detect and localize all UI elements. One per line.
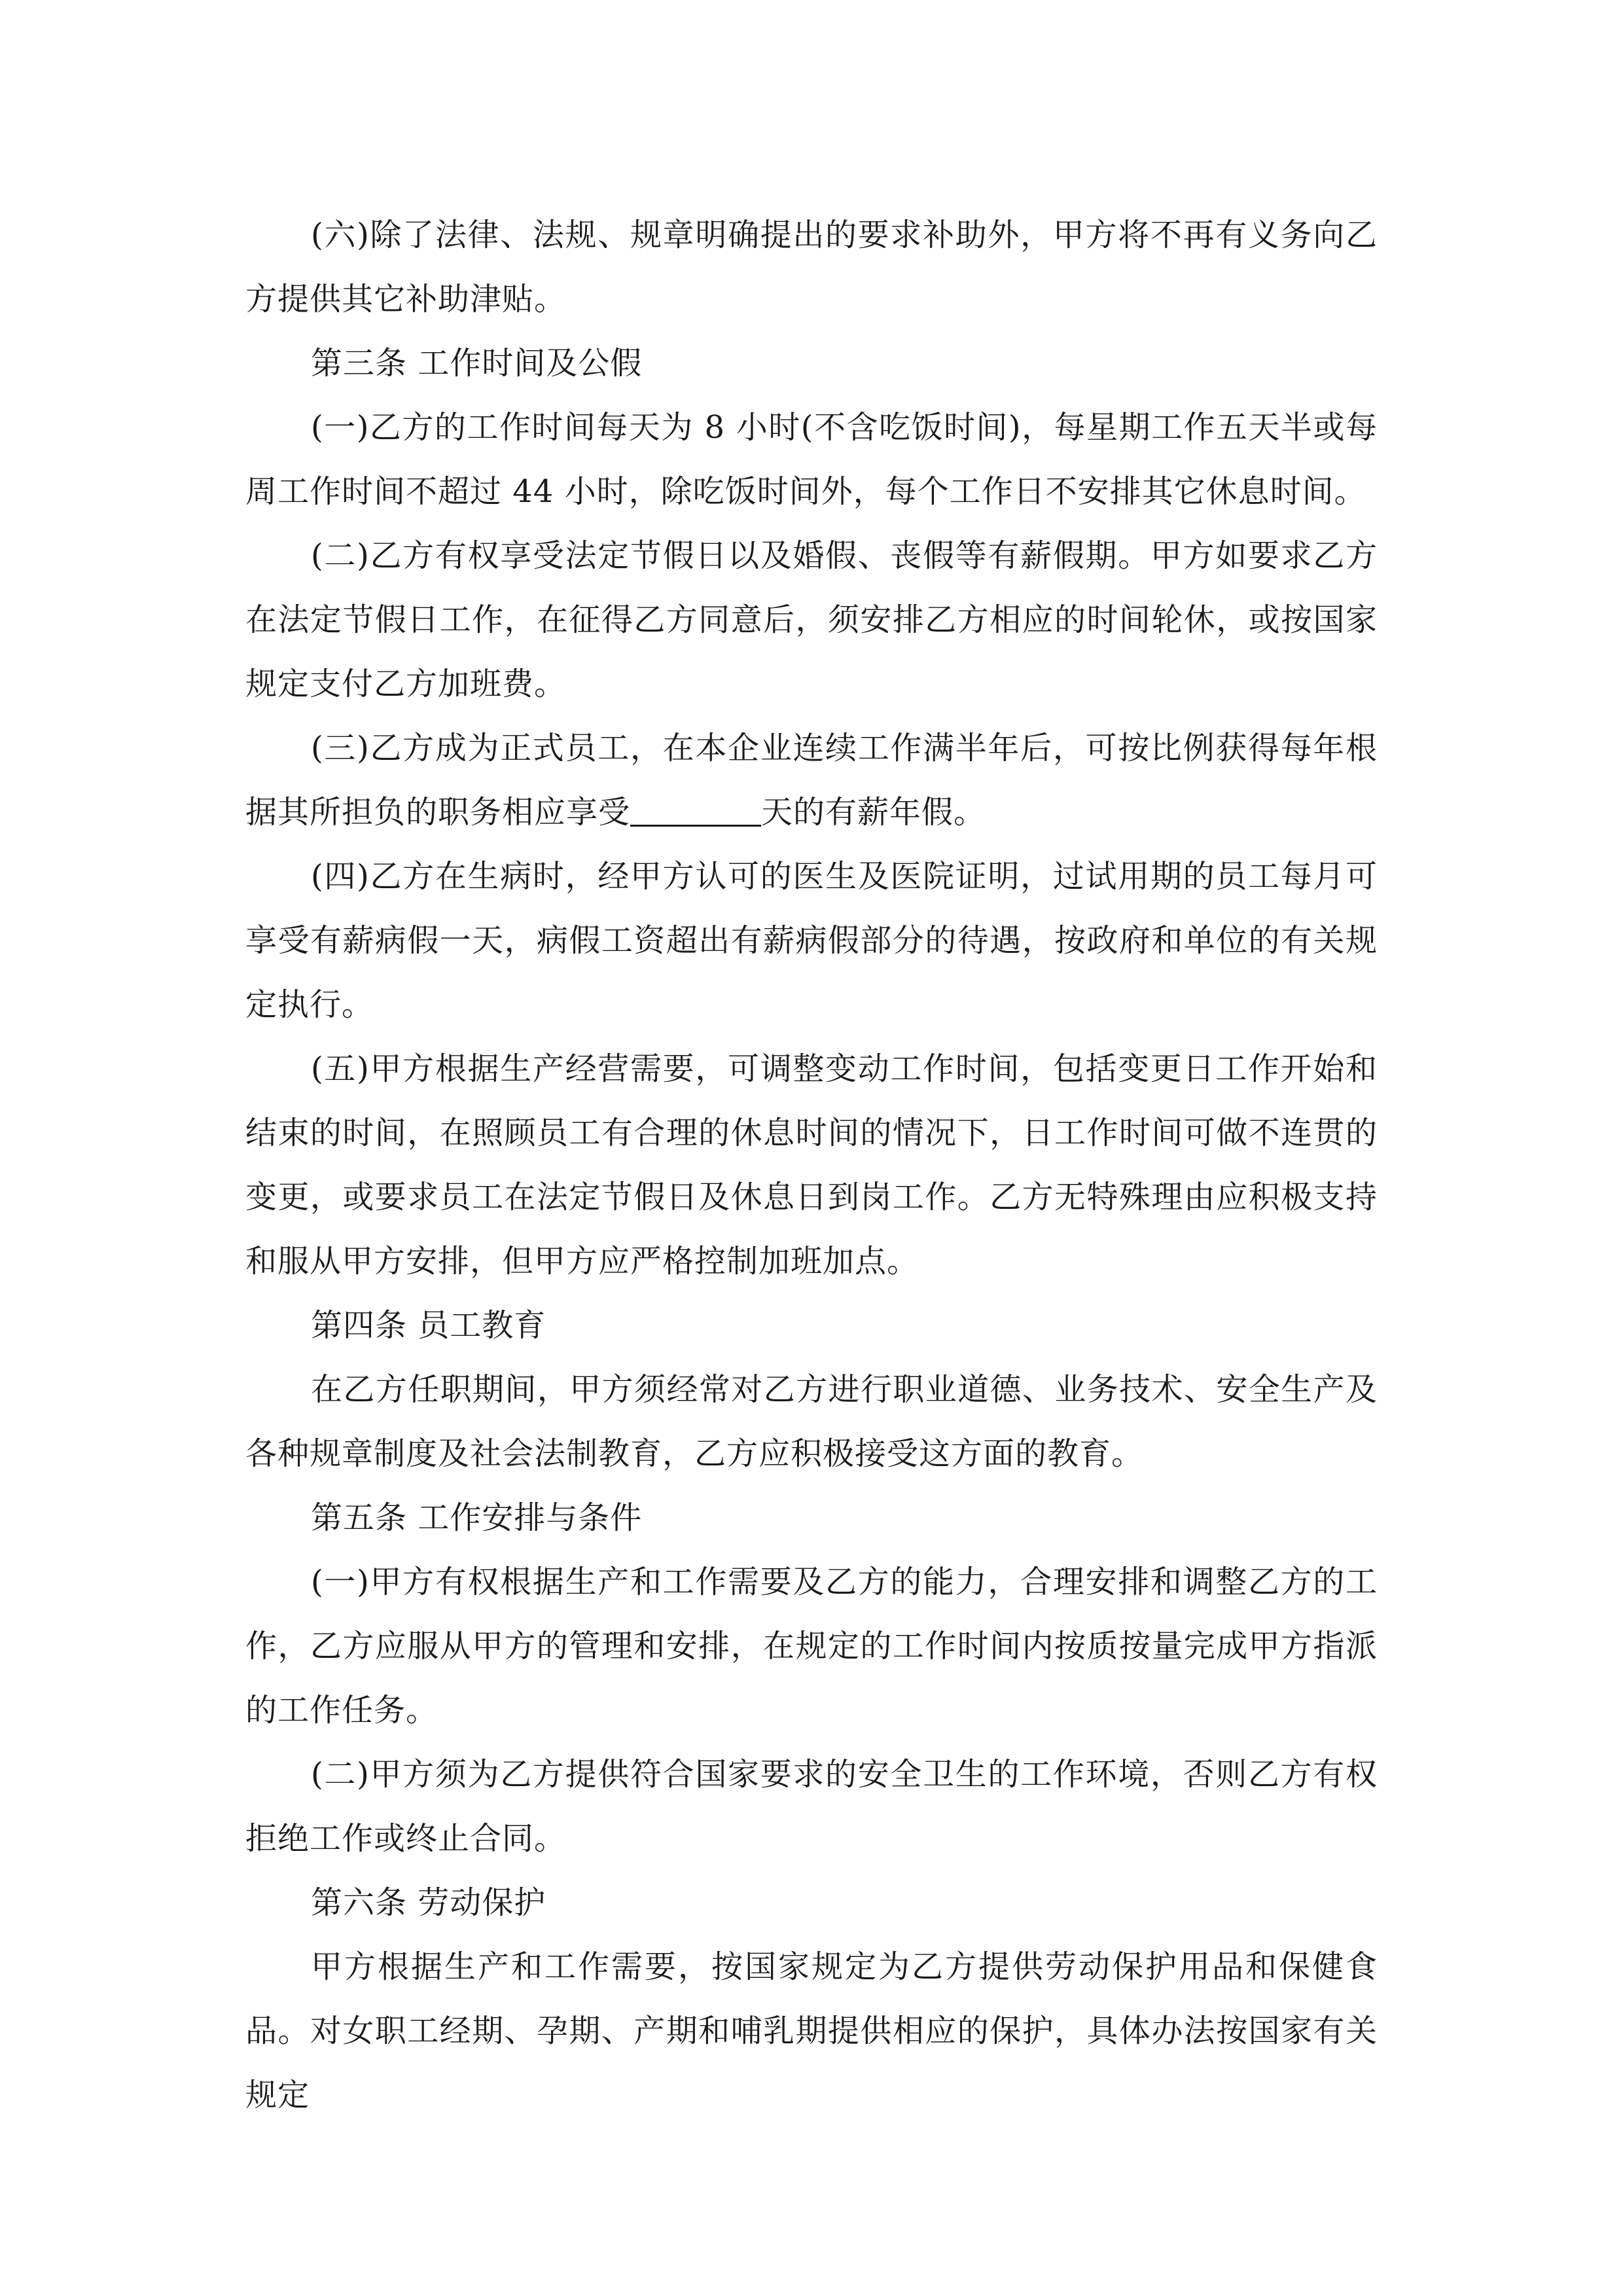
article-4-heading: 第四条 员工教育 xyxy=(311,1307,546,1344)
paragraph-clause-2-6: (六)除了法律、法规、规章明确提出的要求补助外，甲方将不再有义务向乙方提供其它补助津贴。 xyxy=(245,217,1378,317)
article-3-heading: 第三条 工作时间及公假 xyxy=(311,345,643,382)
paragraph-clause-3-4: (四)乙方在生病时，经甲方认可的医生及医院证明，过试用期的员工每月可享受有薪病假一天，病假工资超出有薪病假部分的待遇，按政府和单位的有关规定执行。 xyxy=(245,858,1378,1023)
article-6-heading: 第六条 劳动保护 xyxy=(311,1884,546,1921)
paragraph-clause-3-1: (一)乙方的工作时间每天为 8 小时(不含吃饭时间)，每星期工作五天半或每周工作时间不超过 44 小时，除吃饭时间外，每个工作日不安排其它休息时间。 xyxy=(245,409,1378,510)
clause-3-3-text-before-blank: (三)乙方成为正式员工，在本企业连续工作满半年后，可按比例获得每年根据其所担负的职务相应享受 xyxy=(245,730,1378,831)
paragraph-clause-5-2: (二)甲方须为乙方提供符合国家要求的安全卫生的工作环境，否则乙方有权拒绝工作或终止合同。 xyxy=(245,1756,1378,1857)
clause-3-3-text-after-blank: 天的有薪年假。 xyxy=(761,794,986,831)
paragraph-clause-3-2: (二)乙方有权享受法定节假日以及婚假、丧假等有薪假期。甲方如要求乙方在法定节假日工作，在征得乙方同意后，须安排乙方相应的时间轮休，或按国家规定支付乙方加班费。 xyxy=(245,537,1378,702)
paragraph-article-4-body: 在乙方任职期间，甲方须经常对乙方进行职业道德、业务技术、安全生产及各种规章制度及社会法制教育，乙方应积极接受这方面的教育。 xyxy=(245,1371,1378,1472)
document-body xyxy=(245,203,1378,2127)
paragraph-clause-3-5: (五)甲方根据生产经营需要，可调整变动工作时间，包括变更日工作开始和结束的时间，在照顾员工有合理的休息时间的情况下，日工作时间可做不连贯的变更，或要求员工在法定节假日及休息日到岗工作。乙方无特殊理由应积极支持和服从甲方安排，但甲方应严格控制加班加点。 xyxy=(245,1050,1378,1280)
paragraph-clause-5-1: (一)甲方有权根据生产和工作需要及乙方的能力，合理安排和调整乙方的工作，乙方应服从甲方的管理和安排，在规定的工作时间内按质按量完成甲方指派的工作任务。 xyxy=(245,1564,1378,1729)
fill-in-blank[interactable] xyxy=(630,792,761,827)
article-5-heading: 第五条 工作安排与条件 xyxy=(311,1499,643,1536)
paragraph-clause-3-3 xyxy=(245,716,1378,844)
paragraph-article-6-body: 甲方根据生产和工作需要，按国家规定为乙方提供劳动保护用品和保健食品。对女职工经期、孕期、产期和哺乳期提供相应的保护，具体办法按国家有关规定 xyxy=(245,1948,1378,2113)
